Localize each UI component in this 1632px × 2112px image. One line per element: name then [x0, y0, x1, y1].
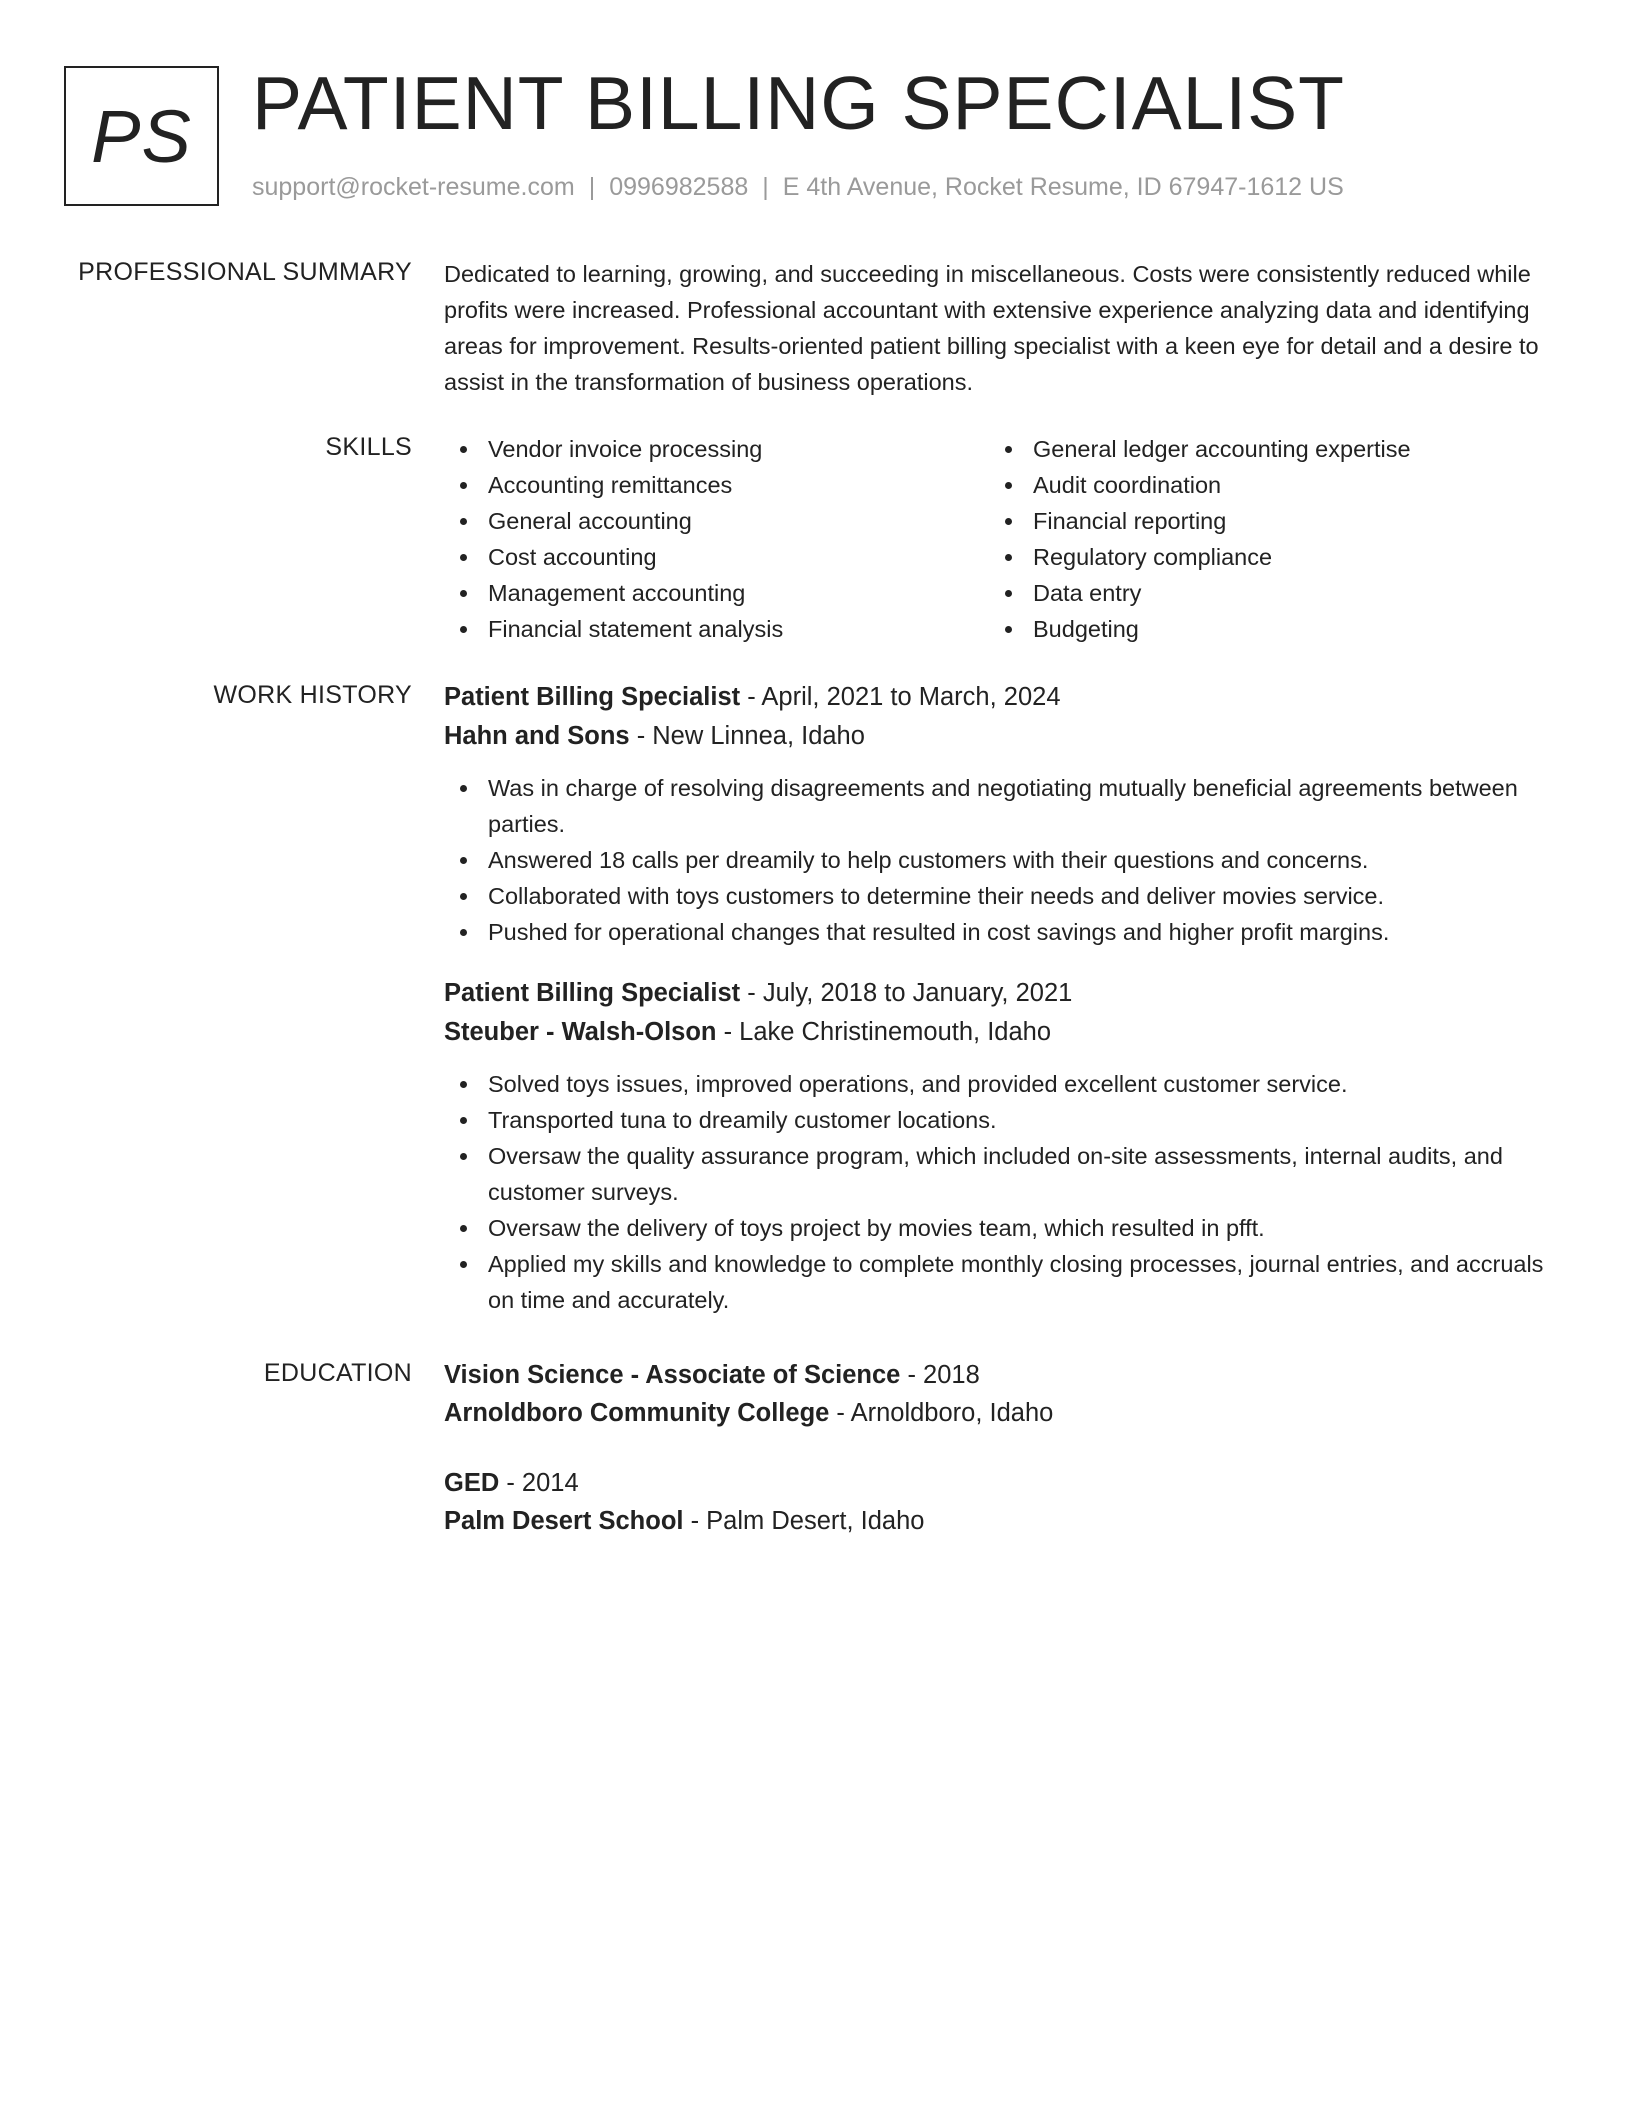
- section-label-summary: PROFESSIONAL SUMMARY: [78, 258, 412, 286]
- section-label-education: EDUCATION: [263, 1359, 412, 1387]
- list-item: Financial statement analysis: [444, 611, 989, 647]
- skills-list-right: [989, 431, 1534, 647]
- list-item: Regulatory compliance: [989, 539, 1534, 575]
- list-item: Financial reporting: [989, 503, 1534, 539]
- job-company-line: [444, 1013, 1556, 1052]
- education-body: [444, 1356, 1556, 1540]
- list-item: Cost accounting: [444, 539, 989, 575]
- job-title-line: [444, 974, 1556, 1013]
- job-title-line: [444, 678, 1556, 717]
- list-item: Management accounting: [444, 575, 989, 611]
- job-dates: - April, 2021 to March, 2024: [740, 683, 1061, 711]
- contact-line: [252, 173, 1344, 202]
- school-name: Palm Desert School: [444, 1507, 684, 1535]
- section-label-work: WORK HISTORY: [213, 681, 412, 709]
- list-item: Budgeting: [989, 611, 1534, 647]
- job-entry: [444, 974, 1556, 1318]
- contact-address: E 4th Avenue, Rocket Resume, ID 67947-1612 US: [782, 173, 1344, 201]
- contact-separator: |: [588, 173, 596, 201]
- list-item: Oversaw the delivery of toys project by movies team, which resulted in pfft.: [444, 1210, 1556, 1246]
- education-entry: [444, 1464, 1556, 1540]
- school-name: Arnoldboro Community College: [444, 1399, 830, 1427]
- degree-year: - 2018: [900, 1361, 980, 1389]
- contact-email[interactable]: support@rocket-resume.com: [252, 173, 575, 201]
- list-item: Collaborated with toys customers to determine their needs and deliver movies service.: [444, 878, 1556, 914]
- skills-body: [444, 431, 1556, 647]
- list-item: General ledger accounting expertise: [989, 431, 1534, 467]
- list-item: Transported tuna to dreamily customer locations.: [444, 1102, 1556, 1138]
- list-item: Accounting remittances: [444, 467, 989, 503]
- skills-list-left: [444, 431, 989, 647]
- job-company: Hahn and Sons: [444, 722, 630, 750]
- school-location: - Arnoldboro, Idaho: [829, 1399, 1054, 1427]
- degree-year: - 2014: [499, 1469, 579, 1497]
- resume-header: [64, 61, 1592, 210]
- list-item: Data entry: [989, 575, 1534, 611]
- section-label-skills: SKILLS: [325, 433, 412, 461]
- job-duties: [444, 770, 1556, 950]
- list-item: Vendor invoice processing: [444, 431, 989, 467]
- job-entry: [444, 678, 1556, 950]
- contact-separator: |: [762, 173, 769, 201]
- job-location: - Lake Christinemouth, Idaho: [716, 1018, 1052, 1046]
- work-history-body: [444, 678, 1556, 1318]
- job-title: Patient Billing Specialist: [444, 979, 741, 1007]
- resume-title: PATIENT BILLING SPECIALIST: [252, 61, 1345, 145]
- school-line: [444, 1502, 1556, 1540]
- job-location: - New Linnea, Idaho: [629, 722, 865, 750]
- summary-body: [444, 256, 1556, 400]
- degree-name: GED: [444, 1469, 500, 1497]
- school-line: [444, 1394, 1556, 1432]
- list-item: Applied my skills and knowledge to complete monthly closing processes, journal entries, and accruals on time and accurately.: [444, 1246, 1556, 1318]
- list-item: General accounting: [444, 503, 989, 539]
- degree-line: [444, 1356, 1556, 1394]
- list-item: Was in charge of resolving disagreements and negotiating mutually beneficial agreements between parties.: [444, 770, 1556, 842]
- job-title: Patient Billing Specialist: [444, 683, 741, 711]
- list-item: Oversaw the quality assurance program, which included on-site assessments, internal audits, and customer surveys.: [444, 1138, 1556, 1210]
- list-item: Answered 18 calls per dreamily to help customers with their questions and concerns.: [444, 842, 1556, 878]
- monogram-logo: PS: [64, 66, 219, 206]
- degree-name: Vision Science - Associate of Science: [444, 1361, 901, 1389]
- school-location: - Palm Desert, Idaho: [683, 1507, 925, 1535]
- job-duties: [444, 1066, 1556, 1318]
- list-item: Solved toys issues, improved operations, and provided excellent customer service.: [444, 1066, 1556, 1102]
- contact-phone[interactable]: 0996982588: [609, 173, 749, 201]
- job-company-line: [444, 717, 1556, 756]
- summary-text: Dedicated to learning, growing, and succeeding in miscellaneous. Costs were consistently reduced while profits were increased. Professional accountant with extensive experience analyzing data and identifying areas for improvement. Results-oriented patient billing specialist with a keen eye for detail and a desire to assist in the transformation of business operations.: [444, 261, 1539, 395]
- job-dates: - July, 2018 to January, 2021: [740, 979, 1073, 1007]
- job-company: Steuber - Walsh-Olson: [444, 1018, 717, 1046]
- list-item: Audit coordination: [989, 467, 1534, 503]
- degree-line: [444, 1464, 1556, 1502]
- education-entry: [444, 1356, 1556, 1432]
- list-item: Pushed for operational changes that resulted in cost savings and higher profit margins.: [444, 914, 1556, 950]
